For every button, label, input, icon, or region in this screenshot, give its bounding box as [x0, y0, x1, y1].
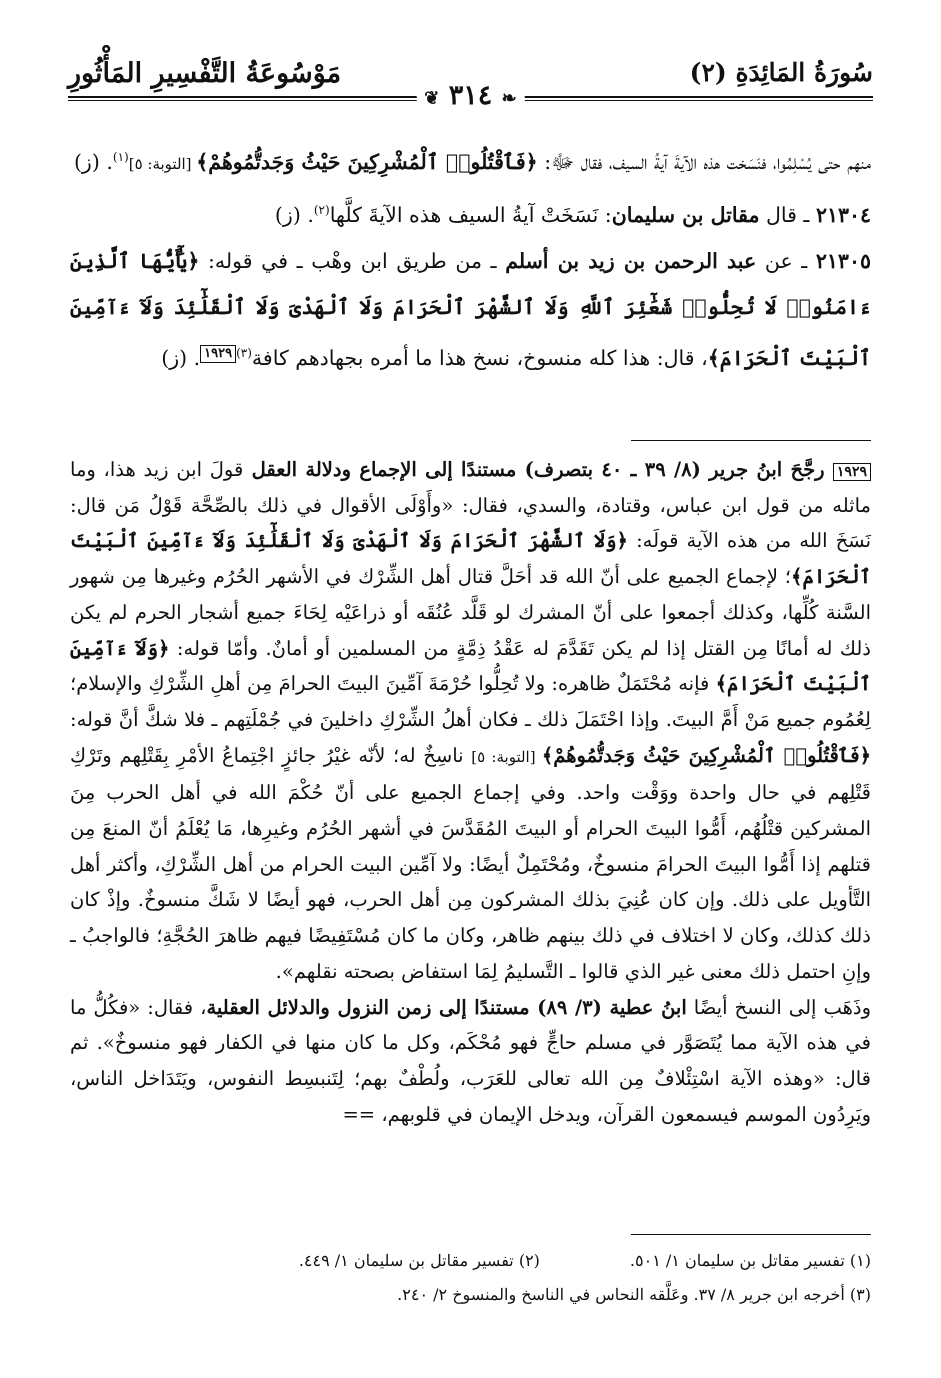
quran-verse: ﴿وَلَآ ءَآمِّينَ ٱلْبَيْتَ ٱلْحَرَامَ﴾: [70, 636, 871, 696]
tag: . (ز): [161, 345, 201, 370]
narration-21305: [70, 238, 871, 381]
footnote-2: (٢) تفسير مقاتل بن سليمان ١/ ٤٤٩.: [298, 1251, 540, 1270]
commentary-separator: [631, 440, 871, 441]
text: ، قال: هذا كله منسوخ، نسخ هذا ما أمره بجهادهم كافة: [251, 345, 708, 370]
surah-title: سُورَةُ المَائِدَةِ (٢): [689, 58, 873, 87]
page-header: [68, 56, 873, 111]
narrator-name: عبد الرحمن بن زيد بن أسلم: [505, 248, 757, 273]
text: ؛ لإجماع الجميع على أنّ الله قد أحَلَّ قتال أهل الشِّرْك في الأشهر الحُرُم وغيرها مِن شهور السَّنة كُلِّها، وكذلك أجمعوا على أنّ المشرك لو قَلَّد عُنُقَه أو ذراعَيْه لِحَاءَ جميع أشجار الحرم لم يكن ذلك له أمانًا مِن القتل إذا لم يكن تَقَدَّمَ له عَقْدُ ذِمَّةٍ من المسلمين أو أمانٌ. وأمّا قوله:: [70, 565, 871, 660]
narrator-name: مقاتل بن سليمان: [611, 202, 760, 227]
footnote-row: [70, 1278, 871, 1312]
quran-verse: ﴿فَٱقْتُلُوا۟ ٱلْمُشْرِكِينَ حَيْثُ وَجَدتُّمُوهُمْ﴾: [541, 743, 871, 767]
tag: . (ز): [274, 202, 314, 227]
footnote-separator: [631, 1234, 871, 1235]
narration-21304: [70, 187, 871, 238]
text: ـ قال: [759, 202, 816, 227]
quran-verse: ﴿فَٱقْتُلُوا۟ ٱلْمُشْرِكِينَ حَيْثُ وَجَدتُّمُوهُمْ﴾: [196, 149, 538, 174]
page-number: ٣١٤: [448, 80, 493, 111]
commentary: [70, 452, 871, 1132]
verse-reference: [التوبة: ٥]: [471, 747, 542, 766]
footnote-1: (١) تفسير مقاتل بن سليمان ١/ ٥٠١.: [629, 1251, 871, 1270]
commentary-number-box: ١٩٢٩: [833, 463, 871, 481]
footnote-marker: (٣): [236, 345, 252, 360]
narration-number: ٢١٣٠٥: [815, 248, 871, 273]
text: ، فقال: «فكُلُّ ما في هذه الآية مما يُتَصَوَّر في مسلم حاجٍّ فهو مُحْكَم، وكل ما كان منها في الكفار فهو منسوخٌ». ثم قال: «وهذه الآية اسْتِئْلافٌ مِن الله تعالى للعَرَب، ولُطْفٌ بهم؛ لِتَنبسِط النفوس، ويَتَدَاخل الناس، ويَرِدُون الموسم فيسمعون القرآن، ويدخل الإيمان في قلوبهم، ==: [70, 995, 871, 1126]
verse-reference: [التوبة: ٥]: [128, 154, 197, 173]
text: منهم حتى يُسْلِمُوا، فنَسَخت هذه الآيةَ آيةُ السيف، فقال ﷻ:: [537, 149, 871, 174]
text: ـ عن: [756, 248, 816, 273]
commentary-intro: رجَّحَ ابنُ جرير (٨/ ٣٩ ـ ٤٠ بتصرف) مستندًا إلى الإجماع ودلالة العقل: [243, 458, 833, 481]
footnote-marker: (٢): [313, 202, 330, 217]
main-text: [70, 134, 871, 380]
paragraph-continuation: [70, 134, 871, 187]
commentary-paragraph-2: [70, 990, 871, 1133]
footnote-marker: (١): [112, 150, 129, 164]
ornament-left-icon: ❦: [424, 88, 440, 109]
commentary-paragraph-1: [70, 452, 871, 990]
quran-verse: ﴿يَٰٓأَيُّهَا ٱلَّذِينَ ءَامَنُوا۟ لَا تُحِلُّوا۟ شَعَٰٓئِرَ ٱللَّهِ وَلَا ٱلشَّهْرَ ٱلْحَرَامَ وَلَا ٱلْهَدْىَ وَلَا ٱلْقَلَٰٓئِدَ وَلَآ ءَآمِّينَ ٱلْبَيْتَ ٱلْحَرَامَ﴾: [70, 248, 871, 370]
commentary-ref-box: ١٩٢٩: [200, 345, 236, 363]
text: فإنه مُحْتَمَلٌ ظاهره: ولا تُحِلُّوا حُرْمَةَ آمِّينَ البيتَ الحرامَ مِن أهلِ الشِّرْكِ والإسلام؛ لِعُمُوم جميع مَنْ أَمَّ البيتَ. وإذا احْتَمَلَ ذلك ـ فكان أهلُ الشِّرْكِ داخلينَ في جُمْلَتِهم ـ فلا شكَّ أنَّ قوله:: [70, 672, 871, 731]
quran-verse: ﴿وَلَا ٱلشَّهْرَ ٱلْحَرَامَ وَلَا ٱلْهَدْىَ وَلَا ٱلْقَلَٰٓئِدَ وَلَآ ءَآمِّينَ ٱلْبَيْتَ ٱلْحَرَامَ﴾: [70, 529, 871, 589]
text: ناسِخٌ له؛ لأنّه غيْرُ جائزٍ اجْتِماعُ الأمْرِ بِقَتْلِهم وتَرْكِ قَتْلِهم في حال واحدة ووَقْت واحد. وفي إجماع الجميع على أنّ حُكْمَ الله في أهل الحرب مِنَ المشركين قتْلُهُم، أَمُّوا البيتَ الحرام أو البيتَ المُقَدَّسَ في أشهر الحُرُم وغيرِها، مَا يُعْلَمُ أنّ المنعَ مِن قتلهم إذا أَمُّوا البيتَ الحرامَ منسوخٌ، ومُحْتَمِلٌ أيضًا: ولا آمِّين البيت الحرام من أهل الشِّرْكِ، وأكثر أهل التَّأويل على ذلك. وإن كان عُنِيَ بذلك المشركون مِن أهل الحرب، فهو أيضًا لا شَكَّ منسوخٌ. وإذْ كان ذلك كذلك، وكان لا اختلاف في ذلك بينهم ظاهر، وكان ما كان مُسْتَفِيضًا فيهم ظاهرَ الحُجَّةِ؛ فالواجبُ ـ وإنِ احتمل ذلك معنى غير الذي قالوا ـ التَّسليمُ لِمَا استفاض بصحته نقلهم».: [70, 743, 871, 983]
commentary-bold: ابنُ عطية (٣/ ٨٩) مستندًا إلى زمن النزول والدلائل العقلية: [206, 995, 687, 1019]
page-number-block: [416, 80, 525, 111]
tag: . (ز): [73, 149, 113, 174]
ornament-right-icon: ❧: [501, 88, 517, 109]
narration-number: ٢١٣٠٤: [815, 202, 871, 227]
footnote-3: (٣) أخرجه ابن جرير ٨/ ٣٧. وعَلَّقه النحاس في الناسخ والمنسوخ ٢/ ٢٤٠.: [397, 1285, 871, 1304]
text: : نَسَخَتْ آيةُ السيف هذه الآيةَ كلَّها: [329, 202, 612, 227]
book-title: مَوْسُوعَةُ التَّفْسِيرِ المَأْثُورِ: [68, 58, 342, 89]
text: ـ من طريق ابن وهْب ـ في قوله:: [199, 248, 506, 273]
text: وذَهَب إلى النسخ أيضًا: [686, 995, 871, 1019]
footnotes: [70, 1244, 871, 1312]
text: قولَ ابن زيد هذا، وما ماثله من قول ابن عباس، وقتادة، والسدي، فقال: «وأَوْلَى الأقوال في ذلك بالصِّحَّة قَوْلُ مَن قال: نَسَخَ الله من هذه الآية قولَه:: [70, 458, 871, 553]
footnote-row: [70, 1244, 871, 1278]
